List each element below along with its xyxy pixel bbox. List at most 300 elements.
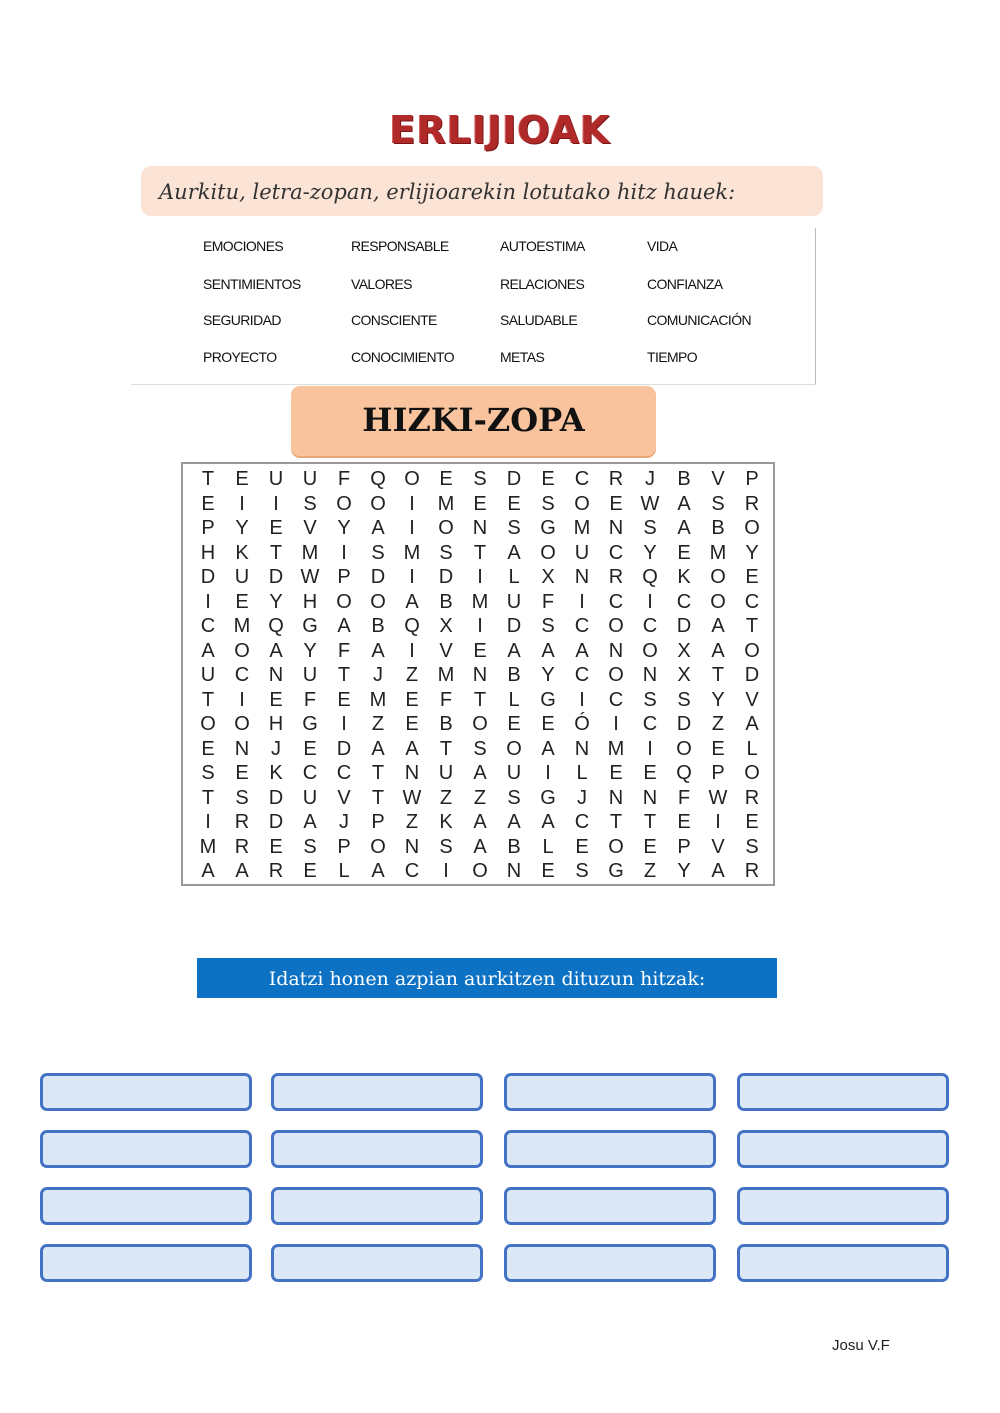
grid-letter[interactable]: E <box>235 590 249 613</box>
grid-letter[interactable]: F <box>337 639 351 662</box>
grid-letter[interactable]: E <box>711 737 725 760</box>
grid-letter[interactable]: N <box>472 664 488 686</box>
grid-letter[interactable]: F <box>677 786 691 809</box>
grid-letter[interactable]: E <box>541 860 555 882</box>
grid-letter[interactable]: E <box>201 737 215 760</box>
grid-letter[interactable]: D <box>268 811 284 833</box>
answer-input[interactable] <box>737 1244 949 1282</box>
grid-letter[interactable]: S <box>677 688 691 711</box>
grid-letter[interactable]: R <box>234 835 250 858</box>
grid-letter[interactable]: E <box>405 713 419 735</box>
grid-letter[interactable]: O <box>744 639 760 662</box>
grid-letter[interactable]: M <box>403 541 421 564</box>
grid-letter[interactable]: O <box>370 590 386 613</box>
grid-letter[interactable]: O <box>608 615 624 637</box>
answer-input[interactable] <box>737 1130 949 1168</box>
grid-letter[interactable]: E <box>473 492 487 515</box>
grid-letter[interactable]: E <box>541 713 555 735</box>
grid-letter[interactable]: E <box>439 468 453 490</box>
grid-letter[interactable]: D <box>200 566 216 588</box>
grid-letter[interactable]: N <box>404 762 420 784</box>
grid-letter[interactable]: T <box>201 468 215 490</box>
grid-letter[interactable]: P <box>711 762 725 784</box>
grid-letter[interactable]: H <box>200 541 216 564</box>
grid-letter[interactable]: L <box>338 860 350 882</box>
grid-letter[interactable]: W <box>300 566 320 588</box>
grid-letter[interactable]: Z <box>473 786 487 809</box>
grid-letter[interactable]: U <box>302 786 318 809</box>
grid-letter[interactable]: R <box>744 786 760 809</box>
grid-letter[interactable]: Z <box>711 713 725 735</box>
grid-letter[interactable]: K <box>269 762 283 784</box>
grid-letter[interactable]: T <box>643 811 657 833</box>
answer-input[interactable] <box>737 1187 949 1225</box>
grid-letter[interactable]: H <box>302 590 318 613</box>
grid-letter[interactable]: R <box>744 860 760 882</box>
grid-letter[interactable]: M <box>471 590 489 613</box>
grid-letter[interactable]: S <box>643 517 657 539</box>
grid-letter[interactable]: E <box>269 688 283 711</box>
grid-letter[interactable]: M <box>369 688 387 711</box>
answer-input[interactable] <box>737 1073 949 1111</box>
grid-letter[interactable]: D <box>506 468 522 490</box>
grid-letter[interactable]: U <box>302 664 318 686</box>
grid-letter[interactable]: P <box>337 566 351 588</box>
grid-letter[interactable]: A <box>541 737 555 760</box>
grid-letter[interactable]: I <box>205 811 211 833</box>
grid-letter[interactable]: D <box>268 786 284 809</box>
grid-letter[interactable]: Y <box>745 541 759 564</box>
grid-letter[interactable]: O <box>710 590 726 613</box>
grid-letter[interactable]: L <box>508 566 520 588</box>
grid-letter[interactable]: Z <box>371 713 385 735</box>
grid-letter[interactable]: C <box>574 615 590 637</box>
grid-letter[interactable]: N <box>642 664 658 686</box>
grid-letter[interactable]: E <box>745 566 759 588</box>
grid-letter[interactable]: K <box>677 566 691 588</box>
grid-letter[interactable]: E <box>609 492 623 515</box>
grid-letter[interactable]: S <box>371 541 385 564</box>
grid-letter[interactable]: B <box>507 835 521 858</box>
grid-letter[interactable]: C <box>574 811 590 833</box>
grid-letter[interactable]: H <box>268 713 284 735</box>
grid-letter[interactable]: Q <box>676 762 692 784</box>
grid-letter[interactable]: U <box>268 468 284 490</box>
grid-letter[interactable]: K <box>235 541 249 564</box>
grid-letter[interactable]: C <box>404 860 420 882</box>
grid-letter[interactable]: G <box>302 615 318 637</box>
grid-letter[interactable]: S <box>711 492 725 515</box>
grid-letter[interactable]: I <box>409 517 415 539</box>
grid-letter[interactable]: S <box>201 762 215 784</box>
grid-letter[interactable]: A <box>575 639 589 662</box>
answer-input[interactable] <box>271 1244 483 1282</box>
grid-letter[interactable]: P <box>745 468 759 490</box>
grid-letter[interactable]: A <box>711 639 725 662</box>
grid-letter[interactable]: B <box>507 664 521 686</box>
grid-letter[interactable]: O <box>608 664 624 686</box>
grid-letter[interactable]: Y <box>541 664 555 686</box>
answer-input[interactable] <box>504 1130 716 1168</box>
grid-letter[interactable]: A <box>303 811 317 833</box>
grid-letter[interactable]: S <box>541 492 555 515</box>
grid-letter[interactable]: C <box>608 541 624 564</box>
grid-letter[interactable]: O <box>472 860 488 882</box>
grid-letter[interactable]: D <box>336 737 352 760</box>
grid-letter[interactable]: I <box>205 590 211 613</box>
grid-letter[interactable]: A <box>677 492 691 515</box>
grid-letter[interactable]: I <box>443 860 449 882</box>
grid-letter[interactable]: V <box>711 835 725 858</box>
grid-letter[interactable]: I <box>477 615 483 637</box>
grid-letter[interactable]: R <box>234 811 250 833</box>
grid-letter[interactable]: C <box>234 664 250 686</box>
grid-letter[interactable]: L <box>576 762 588 784</box>
grid-letter[interactable]: Y <box>303 639 317 662</box>
grid-letter[interactable]: E <box>609 762 623 784</box>
answer-input[interactable] <box>40 1073 252 1111</box>
grid-letter[interactable]: I <box>647 737 653 760</box>
grid-letter[interactable]: I <box>341 541 347 564</box>
grid-letter[interactable]: O <box>370 492 386 515</box>
grid-letter[interactable]: S <box>745 835 759 858</box>
grid-letter[interactable]: O <box>370 835 386 858</box>
grid-letter[interactable]: C <box>608 590 624 613</box>
grid-letter[interactable]: R <box>608 468 624 490</box>
grid-letter[interactable]: E <box>473 639 487 662</box>
answer-input[interactable] <box>504 1187 716 1225</box>
grid-letter[interactable]: T <box>745 615 759 637</box>
grid-letter[interactable]: R <box>268 860 284 882</box>
grid-letter[interactable]: O <box>506 737 522 760</box>
grid-letter[interactable]: O <box>744 517 760 539</box>
grid-letter[interactable]: O <box>676 737 692 760</box>
grid-letter[interactable]: N <box>234 737 250 760</box>
grid-letter[interactable]: E <box>507 492 521 515</box>
grid-letter[interactable]: N <box>642 786 658 809</box>
grid-letter[interactable]: O <box>642 639 658 662</box>
grid-letter[interactable]: C <box>642 713 658 735</box>
grid-letter[interactable]: A <box>507 639 521 662</box>
grid-letter[interactable]: T <box>439 737 453 760</box>
grid-letter[interactable]: D <box>506 615 522 637</box>
grid-letter[interactable]: O <box>234 639 250 662</box>
grid-letter[interactable]: A <box>269 639 283 662</box>
grid-letter[interactable]: S <box>303 492 317 515</box>
grid-letter[interactable]: T <box>473 688 487 711</box>
grid-letter[interactable]: Z <box>405 811 419 833</box>
grid-letter[interactable]: E <box>235 468 249 490</box>
grid-letter[interactable]: C <box>574 468 590 490</box>
grid-letter[interactable]: Y <box>337 517 351 539</box>
grid-letter[interactable]: S <box>575 860 589 882</box>
grid-letter[interactable]: X <box>677 664 691 686</box>
grid-letter[interactable]: I <box>409 639 415 662</box>
grid-letter[interactable]: U <box>438 762 454 784</box>
grid-letter[interactable]: J <box>339 811 349 833</box>
grid-letter[interactable]: C <box>336 762 352 784</box>
answer-input[interactable] <box>504 1073 716 1111</box>
grid-letter[interactable]: O <box>744 762 760 784</box>
grid-letter[interactable]: N <box>574 566 590 588</box>
grid-letter[interactable]: O <box>608 835 624 858</box>
grid-letter[interactable]: W <box>708 786 728 809</box>
grid-letter[interactable]: N <box>608 517 624 539</box>
answer-input[interactable] <box>271 1130 483 1168</box>
grid-letter[interactable]: E <box>235 762 249 784</box>
grid-letter[interactable]: D <box>676 713 692 735</box>
grid-letter[interactable]: A <box>405 590 419 613</box>
grid-letter[interactable]: O <box>438 517 454 539</box>
grid-letter[interactable]: E <box>745 811 759 833</box>
grid-letter[interactable]: D <box>268 566 284 588</box>
grid-letter[interactable]: C <box>676 590 692 613</box>
answer-input[interactable] <box>504 1244 716 1282</box>
grid-letter[interactable]: J <box>271 737 281 760</box>
grid-letter[interactable]: L <box>746 737 758 760</box>
grid-letter[interactable]: E <box>337 688 351 711</box>
grid-letter[interactable]: W <box>402 786 422 809</box>
grid-letter[interactable]: D <box>370 566 386 588</box>
grid-letter[interactable]: Y <box>677 860 691 882</box>
grid-letter[interactable]: E <box>541 468 555 490</box>
grid-letter[interactable]: T <box>269 541 283 564</box>
grid-letter[interactable]: P <box>371 811 385 833</box>
grid-letter[interactable]: B <box>439 590 453 613</box>
grid-letter[interactable]: A <box>711 860 725 882</box>
grid-letter[interactable]: A <box>473 811 487 833</box>
grid-letter[interactable]: I <box>545 762 551 784</box>
grid-letter[interactable]: Q <box>404 615 420 637</box>
grid-letter[interactable]: A <box>201 639 215 662</box>
grid-letter[interactable]: G <box>302 713 318 735</box>
grid-letter[interactable]: L <box>508 688 520 711</box>
grid-letter[interactable]: I <box>477 566 483 588</box>
grid-letter[interactable]: A <box>405 737 419 760</box>
grid-letter[interactable]: A <box>371 860 385 882</box>
grid-letter[interactable]: M <box>607 737 625 760</box>
grid-letter[interactable]: S <box>235 786 249 809</box>
grid-letter[interactable]: S <box>439 835 453 858</box>
answer-input[interactable] <box>40 1244 252 1282</box>
grid-letter[interactable]: A <box>541 639 555 662</box>
grid-letter[interactable]: S <box>439 541 453 564</box>
grid-letter[interactable]: A <box>711 615 725 637</box>
grid-letter[interactable]: A <box>745 713 759 735</box>
grid-letter[interactable]: Z <box>643 860 657 882</box>
grid-letter[interactable]: T <box>337 664 351 686</box>
grid-letter[interactable]: M <box>301 541 319 564</box>
grid-letter[interactable]: C <box>200 615 216 637</box>
grid-letter[interactable]: S <box>303 835 317 858</box>
grid-letter[interactable]: M <box>437 492 455 515</box>
grid-letter[interactable]: N <box>404 835 420 858</box>
grid-letter[interactable]: A <box>507 811 521 833</box>
grid-letter[interactable]: N <box>268 664 284 686</box>
grid-letter[interactable]: E <box>405 688 419 711</box>
grid-letter[interactable]: Ó <box>574 713 590 735</box>
grid-letter[interactable]: G <box>540 786 556 809</box>
grid-letter[interactable]: Y <box>643 541 657 564</box>
grid-letter[interactable]: V <box>439 639 453 662</box>
grid-letter[interactable]: S <box>473 468 487 490</box>
grid-letter[interactable]: N <box>574 737 590 760</box>
grid-letter[interactable]: F <box>303 688 317 711</box>
grid-letter[interactable]: O <box>574 492 590 515</box>
grid-letter[interactable]: S <box>473 737 487 760</box>
answer-input[interactable] <box>40 1130 252 1168</box>
grid-letter[interactable]: Z <box>439 786 453 809</box>
grid-letter[interactable]: Y <box>269 590 283 613</box>
grid-letter[interactable]: E <box>269 517 283 539</box>
grid-letter[interactable]: K <box>439 811 453 833</box>
grid-letter[interactable]: S <box>507 786 521 809</box>
grid-letter[interactable]: U <box>234 566 250 588</box>
grid-letter[interactable]: G <box>608 860 624 882</box>
grid-letter[interactable]: N <box>608 639 624 662</box>
grid-letter[interactable]: E <box>507 713 521 735</box>
grid-letter[interactable]: C <box>608 688 624 711</box>
grid-letter[interactable]: E <box>677 811 691 833</box>
grid-letter[interactable]: S <box>541 615 555 637</box>
grid-letter[interactable]: L <box>542 835 554 858</box>
answer-input[interactable] <box>271 1187 483 1225</box>
grid-letter[interactable]: U <box>506 762 522 784</box>
grid-letter[interactable]: I <box>409 566 415 588</box>
grid-letter[interactable]: X <box>439 615 453 637</box>
grid-letter[interactable]: J <box>577 786 587 809</box>
grid-letter[interactable]: A <box>337 615 351 637</box>
grid-letter[interactable]: A <box>473 835 487 858</box>
grid-letter[interactable]: Q <box>642 566 658 588</box>
grid-letter[interactable]: B <box>439 713 453 735</box>
grid-letter[interactable]: C <box>642 615 658 637</box>
grid-letter[interactable]: Y <box>235 517 249 539</box>
grid-letter[interactable]: R <box>608 566 624 588</box>
grid-letter[interactable]: Q <box>268 615 284 637</box>
grid-letter[interactable]: E <box>201 492 215 515</box>
grid-letter[interactable]: A <box>371 639 385 662</box>
answer-input[interactable] <box>271 1073 483 1111</box>
grid-letter[interactable]: F <box>337 468 351 490</box>
grid-letter[interactable]: G <box>540 688 556 711</box>
grid-letter[interactable]: I <box>579 688 585 711</box>
grid-letter[interactable]: P <box>677 835 691 858</box>
grid-letter[interactable]: A <box>473 762 487 784</box>
grid-letter[interactable]: B <box>711 517 725 539</box>
grid-letter[interactable]: M <box>199 835 217 858</box>
grid-letter[interactable]: F <box>439 688 453 711</box>
grid-letter[interactable]: T <box>371 786 385 809</box>
grid-letter[interactable]: I <box>341 713 347 735</box>
grid-letter[interactable]: Q <box>370 468 386 490</box>
grid-letter[interactable]: B <box>371 615 385 637</box>
grid-letter[interactable]: J <box>373 664 383 686</box>
grid-letter[interactable]: D <box>676 615 692 637</box>
grid-letter[interactable]: T <box>201 688 215 711</box>
grid-letter[interactable]: E <box>303 860 317 882</box>
grid-letter[interactable]: I <box>715 811 721 833</box>
grid-letter[interactable]: E <box>303 737 317 760</box>
grid-letter[interactable]: S <box>643 688 657 711</box>
grid-letter[interactable]: V <box>745 688 759 711</box>
grid-letter[interactable]: P <box>201 517 215 539</box>
grid-letter[interactable]: I <box>409 492 415 515</box>
grid-letter[interactable]: O <box>710 566 726 588</box>
grid-letter[interactable]: M <box>573 517 591 539</box>
grid-letter[interactable]: U <box>506 590 522 613</box>
grid-letter[interactable]: V <box>337 786 351 809</box>
grid-letter[interactable]: I <box>579 590 585 613</box>
grid-letter[interactable]: O <box>540 541 556 564</box>
grid-letter[interactable]: E <box>269 835 283 858</box>
grid-letter[interactable]: N <box>608 786 624 809</box>
grid-letter[interactable]: O <box>472 713 488 735</box>
grid-letter[interactable]: E <box>575 835 589 858</box>
grid-letter[interactable]: T <box>371 762 385 784</box>
grid-letter[interactable]: R <box>744 492 760 515</box>
grid-letter[interactable]: Y <box>711 688 725 711</box>
grid-letter[interactable]: Z <box>405 664 419 686</box>
grid-letter[interactable]: A <box>541 811 555 833</box>
grid-letter[interactable]: M <box>233 615 251 637</box>
grid-letter[interactable]: O <box>404 468 420 490</box>
grid-letter[interactable]: X <box>677 639 691 662</box>
grid-letter[interactable]: T <box>711 664 725 686</box>
grid-letter[interactable]: V <box>711 468 725 490</box>
grid-letter[interactable]: E <box>677 541 691 564</box>
grid-letter[interactable]: I <box>273 492 279 515</box>
grid-letter[interactable]: O <box>200 713 216 735</box>
grid-letter[interactable]: M <box>709 541 727 564</box>
answer-input[interactable] <box>40 1187 252 1225</box>
grid-letter[interactable]: I <box>239 492 245 515</box>
grid-letter[interactable]: D <box>744 664 760 686</box>
grid-letter[interactable]: F <box>541 590 555 613</box>
grid-letter[interactable]: O <box>234 713 250 735</box>
grid-letter[interactable]: T <box>201 786 215 809</box>
grid-letter[interactable]: C <box>574 664 590 686</box>
grid-letter[interactable]: U <box>302 468 318 490</box>
grid-letter[interactable]: E <box>643 762 657 784</box>
grid-letter[interactable]: A <box>235 860 249 882</box>
grid-letter[interactable]: X <box>541 566 555 588</box>
grid-letter[interactable]: I <box>647 590 653 613</box>
grid-letter[interactable]: P <box>337 835 351 858</box>
grid-letter[interactable]: A <box>507 541 521 564</box>
grid-letter[interactable]: N <box>506 860 522 882</box>
grid-letter[interactable]: I <box>239 688 245 711</box>
grid-letter[interactable]: O <box>336 492 352 515</box>
grid-letter[interactable]: J <box>645 468 655 490</box>
grid-letter[interactable]: A <box>677 517 691 539</box>
grid-letter[interactable]: O <box>336 590 352 613</box>
grid-letter[interactable]: V <box>303 517 317 539</box>
grid-letter[interactable]: W <box>640 492 660 515</box>
grid-letter[interactable]: T <box>473 541 487 564</box>
grid-letter[interactable]: U <box>574 541 590 564</box>
grid-letter[interactable]: C <box>302 762 318 784</box>
grid-letter[interactable]: N <box>472 517 488 539</box>
grid-letter[interactable]: I <box>613 713 619 735</box>
grid-letter[interactable]: D <box>438 566 454 588</box>
grid-letter[interactable]: U <box>200 664 216 686</box>
grid-letter[interactable]: E <box>643 835 657 858</box>
grid-letter[interactable]: A <box>371 737 385 760</box>
grid-letter[interactable]: M <box>437 664 455 686</box>
grid-letter[interactable]: T <box>609 811 623 833</box>
grid-letter[interactable]: B <box>677 468 691 490</box>
